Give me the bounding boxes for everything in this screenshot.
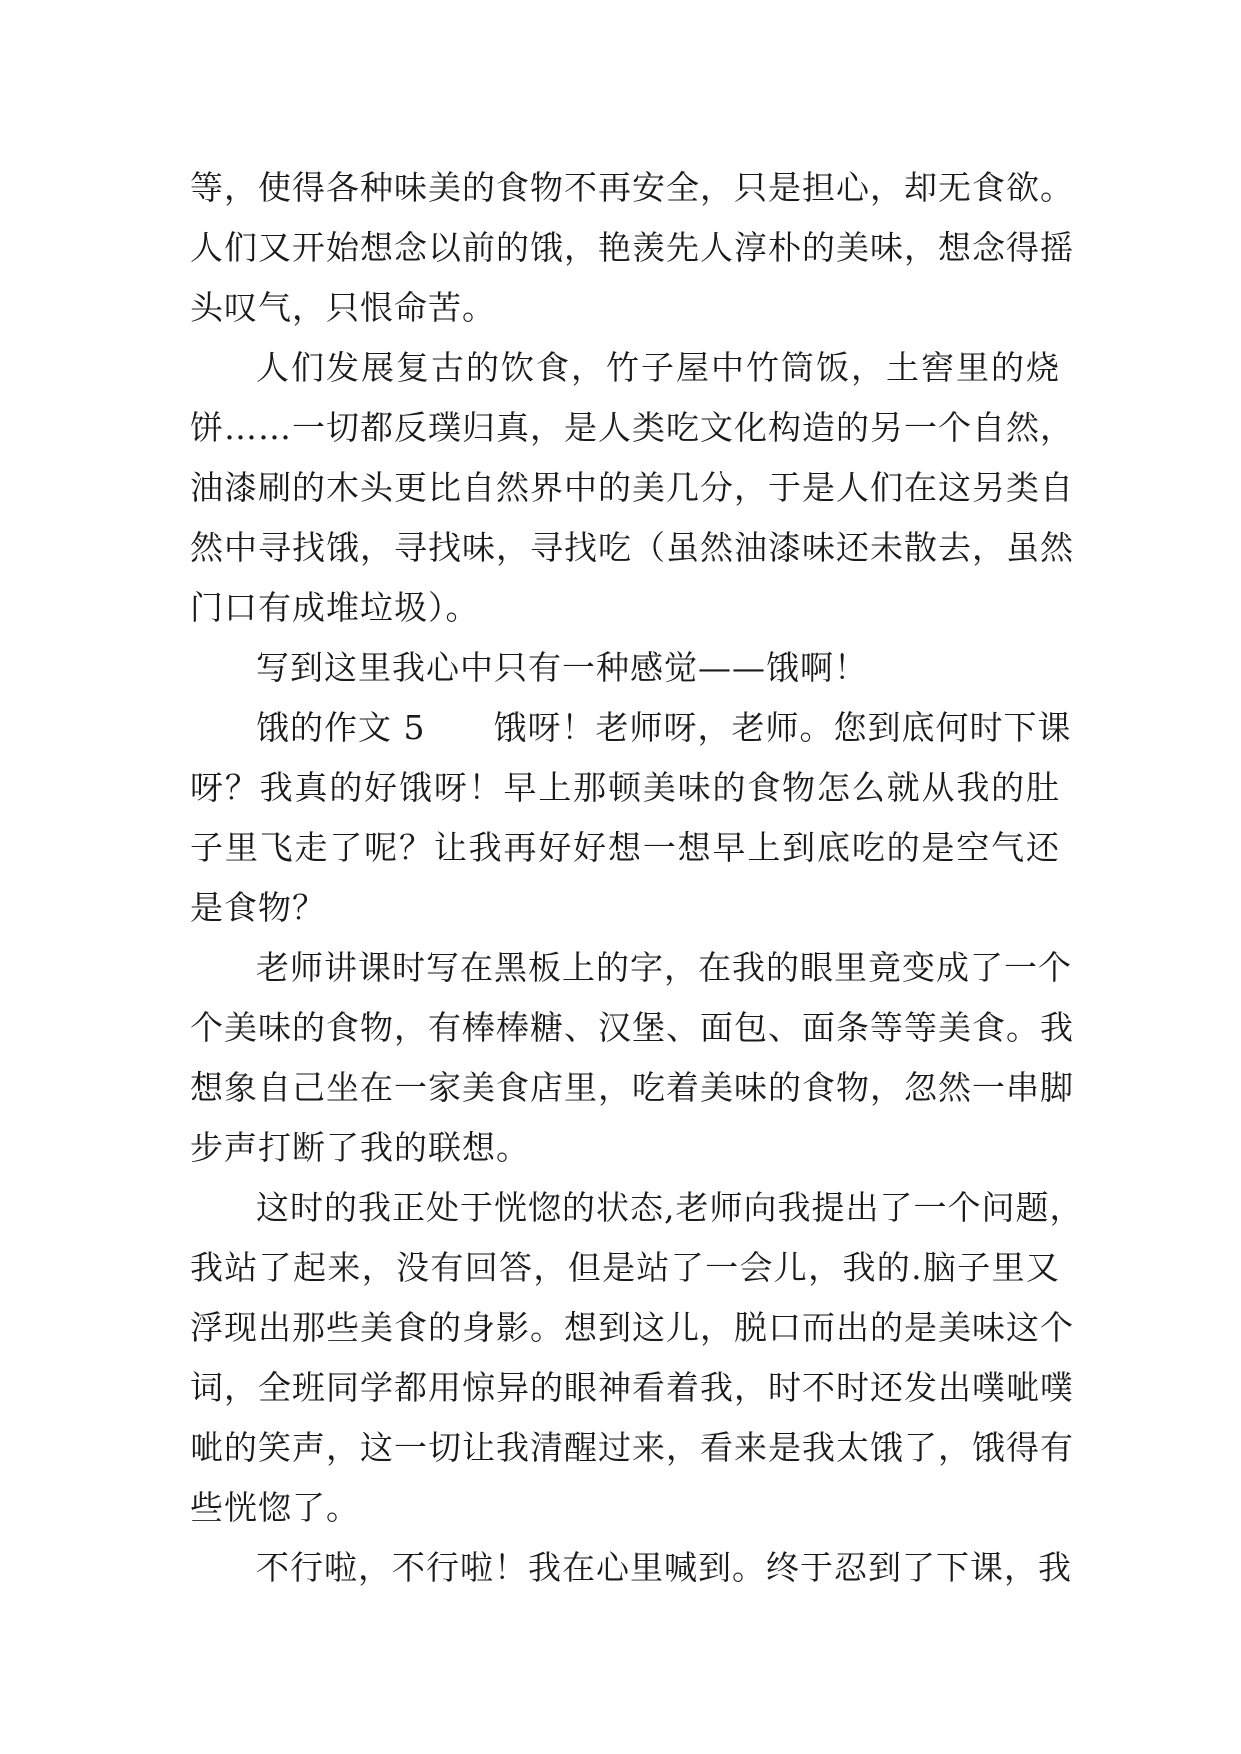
section-heading-line: 饿的作文 5 饿呀！老师呀，老师。您到底何时下课 (256, 708, 1072, 747)
text-line: 步声打断了我的联想。 (190, 1128, 530, 1167)
text-line: 是食物？ (190, 888, 326, 927)
text-line: 门口有成堆垃圾）。 (190, 588, 480, 627)
text-line: 头叹气，只恨命苦。 (190, 288, 496, 327)
text-line: 人们又开始想念以前的饿，艳羡先人淳朴的美味，想念得摇 (190, 228, 1074, 267)
text-line: 然中寻找饿，寻找味，寻找吃（虽然油漆味还未散去，虽然 (190, 528, 1074, 567)
text-line: 词，全班同学都用惊异的眼神看着我，时不时还发出噗呲噗 (190, 1368, 1074, 1407)
essay-text (190, 158, 1084, 1598)
text-line: 呀？我真的好饿呀！早上那顿美味的食物怎么就从我的肚 (190, 768, 1060, 807)
paragraph-start-line: 写到这里我心中只有一种感觉——饿啊！ (256, 648, 868, 687)
text-line: 浮现出那些美食的身影。想到这儿，脱口而出的是美味这个 (190, 1308, 1074, 1347)
text-line: 油漆刷的木头更比自然界中的美几分，于是人们在这另类自 (190, 468, 1074, 507)
paragraph-start-line: 人们发展复古的饮食，竹子屋中竹筒饭，土窖里的烧 (256, 348, 1060, 387)
text-line: 想象自己坐在一家美食店里，吃着美味的食物，忽然一串脚 (190, 1068, 1074, 1107)
paragraph-start-line: 不行啦，不行啦！我在心里喊到。终于忍到了下课，我 (256, 1548, 1072, 1587)
paragraph-start-line: 这时的我正处于恍惚的状态,老师向我提出了一个问题， (256, 1188, 1084, 1227)
text-line: 些恍惚了。 (190, 1488, 360, 1527)
text-line: 饼……一切都反璞归真，是人类吃文化构造的另一个自然， (190, 408, 1074, 447)
text-line: 呲的笑声，这一切让我清醒过来，看来是我太饿了，饿得有 (190, 1428, 1074, 1467)
text-line: 等，使得各种味美的食物不再安全，只是担心，却无食欲。 (190, 168, 1074, 207)
text-line: 我站了起来，没有回答，但是站了一会儿，我的.脑子里又 (190, 1248, 1060, 1287)
paragraph-start-line: 老师讲课时写在黑板上的字，在我的眼里竟变成了一个 (256, 948, 1072, 987)
text-line: 个美味的食物，有棒棒糖、汉堡、面包、面条等等美食。我 (190, 1008, 1074, 1047)
text-line: 子里飞走了呢？让我再好好想一想早上到底吃的是空气还 (190, 828, 1060, 867)
